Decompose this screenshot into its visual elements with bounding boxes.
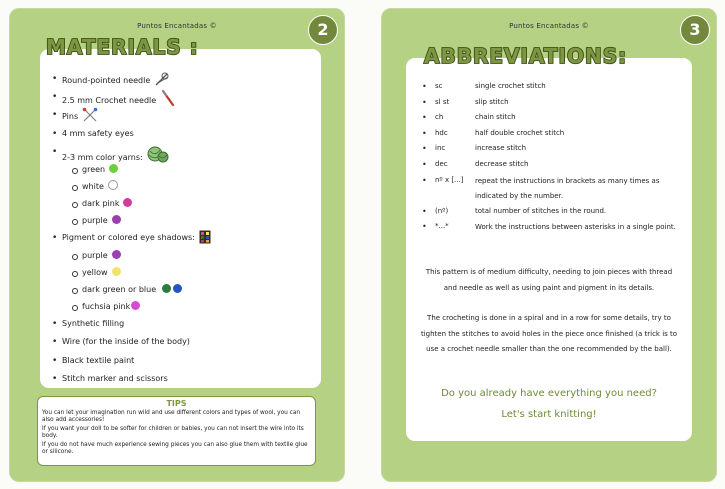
yarn-color-item: green — [52, 162, 312, 179]
table-row: • (nº) total number of stitches in the round. — [422, 206, 607, 216]
table-row: • sc single crochet stitch — [422, 82, 546, 91]
list-item: • Pins — [52, 107, 312, 125]
table-row: • ch chain stitch — [422, 113, 516, 123]
list-item: • 2-3 mm color yarns: — [52, 144, 312, 162]
table-row: • *...* Work the instructions between asterisks in a single point. — [422, 222, 676, 232]
shadow-color-item: yellow — [52, 265, 312, 282]
page-number: 2 — [308, 15, 338, 45]
page-title: MATERIALS : — [46, 35, 199, 59]
list-item: • Synthetic filling — [52, 316, 312, 334]
purple-swatch — [112, 250, 121, 259]
green-swatch — [109, 164, 118, 173]
tips-heading: TIPS — [166, 399, 187, 408]
tip-text: If you want your doll to be softer for children or babies, you can not insert the wire into its body. — [42, 426, 304, 439]
dark-pink-swatch — [123, 198, 132, 207]
yarn-color-item: dark pink — [52, 196, 312, 213]
table-row: • inc increase stitch — [422, 144, 527, 154]
table-row: • nº x [...] repeat the instructions in brackets as many times as indicated by the number. — [422, 175, 660, 201]
shadow-color-item: dark green or blue — [52, 282, 312, 299]
tip-text: If you do not have much experience sewing pieces you can also glue them with textile glue or silicone. — [42, 442, 308, 455]
list-item: • Round-pointed needle — [52, 71, 312, 89]
tips-box — [37, 396, 316, 466]
table-row: • sl st slip stitch — [422, 97, 509, 107]
list-item: • Pigment or colored eye shadows: — [52, 230, 312, 248]
materials-list — [52, 71, 312, 389]
list-item: • Black textile paint — [52, 353, 312, 371]
materials-card — [40, 49, 321, 388]
page-title: ABBREVIATIONS: — [424, 44, 628, 68]
shadow-color-item: fuchsia pink — [52, 299, 312, 316]
white-swatch — [108, 180, 118, 190]
tip-text: You can let your imagination run wild and use different colors and types of wool, you can also add accessories! — [42, 410, 301, 423]
question-text: Do you already have everything you need? — [441, 388, 657, 399]
crocheting-paragraph: The crocheting is done in a spiral and in a row for some details, try to tighten the stitches to avoid holes in the piece once finished (a trick is to use a crochet needle smaller than the one recommended by the ball). — [420, 314, 678, 353]
purple-swatch — [112, 215, 121, 224]
yarn-color-item: white — [52, 179, 312, 196]
list-item: • 2.5 mm Crochet needle — [52, 89, 312, 107]
cta-text: Let's start knitting! — [501, 409, 597, 420]
table-row: • dec decrease stitch — [422, 159, 529, 169]
list-item: • 4 mm safety eyes — [52, 126, 312, 144]
fuchsia-swatch — [131, 301, 140, 310]
page-materials — [9, 8, 345, 482]
difficulty-paragraph: This pattern is of medium difficulty, needing to join pieces with thread and needle as well as using paint and pigment in its details. — [425, 268, 673, 292]
yarn-color-item: purple — [52, 213, 312, 230]
blue-swatch — [173, 284, 182, 293]
table-row: • hdc half double crochet stitch — [422, 128, 565, 138]
list-item: • Stitch marker and scissors — [52, 371, 312, 389]
page-number: 3 — [680, 15, 710, 45]
abbreviations-card — [406, 58, 692, 441]
yellow-swatch — [112, 267, 121, 276]
shadow-color-item: purple — [52, 248, 312, 265]
dark-green-swatch — [162, 284, 171, 293]
abbreviations-table — [422, 80, 685, 236]
list-item: • Wire (for the inside of the body) — [52, 334, 312, 352]
eyeshadow-palette-icon — [199, 230, 211, 250]
brand-label: Puntos Encantadas © — [509, 22, 589, 30]
page-abbreviations — [381, 8, 717, 482]
brand-label: Puntos Encantadas © — [137, 22, 217, 30]
